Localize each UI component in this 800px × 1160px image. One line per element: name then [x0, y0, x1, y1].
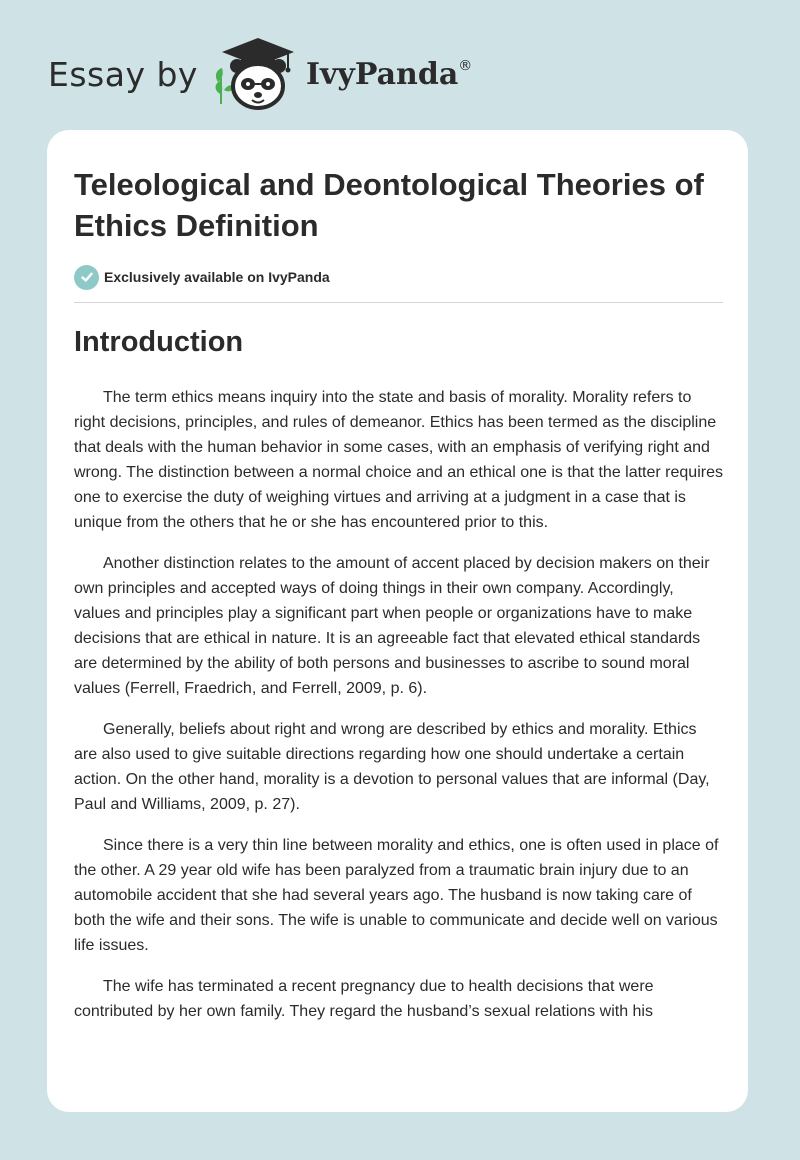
- divider: [74, 302, 723, 303]
- brand-name[interactable]: IvyPanda®: [305, 56, 473, 92]
- paragraph: Since there is a very thin line between morality and ethics, one is often used in place of the other. A 29 year old wife has been paralyzed from a traumatic brain injury due to an automobile accident that she had several years ago. The husband is now taking care of both the wife and their sons. The wife is unable to communicate and decide well on various life issues.: [74, 837, 719, 954]
- exclusive-badge: [74, 264, 330, 290]
- panda-logo-icon[interactable]: [208, 34, 304, 114]
- site-header: [48, 34, 548, 114]
- essay-body: [74, 385, 723, 1040]
- registered-mark: ®: [458, 57, 473, 74]
- essay-card: [47, 130, 748, 1112]
- paragraph: Generally, beliefs about right and wrong are described by ethics and morality. Ethics are also used to give suitable directions regarding how one should undertake a certain action. On the other hand, morality is a devotion to personal values that are informal (Day, Paul and Williams, 2009, p. 27).: [74, 721, 710, 813]
- check-circle-icon: [74, 265, 99, 290]
- essay-by-label: Essay by: [48, 54, 198, 94]
- page-title: Teleological and Deontological Theories of Ethics Definition: [74, 167, 704, 243]
- paragraph: The wife has terminated a recent pregnancy due to health decisions that were contributed by her own family. They regard the husband’s sexual relations with his: [74, 978, 654, 1020]
- paragraph: Another distinction relates to the amount of accent placed by decision makers on their own principles and accepted ways of doing things in their own company. Accordingly, values and principles play a significant part when people or organizations have to make decisions that are ethical in nature. It is an agreeable fact that elevated ethical standards are determined by the ability of both persons and businesses to ascribe to sound moral values (Ferrell, Fraedrich, and Ferrell, 2009, p. 6).: [74, 555, 710, 697]
- exclusive-badge-label: Exclusively available on IvyPanda: [104, 269, 330, 285]
- section-heading: Introduction: [74, 326, 244, 358]
- paragraph: The term ethics means inquiry into the state and basis of morality. Morality refers to right decisions, principles, and rules of demeanor. Ethics has been termed as the discipline that deals with the human behavior in some cases, with an emphasis of verifying right and wrong. The distinction between a normal choice and an ethical one is that the latter requires one to exercise the duty of weighing virtues and arriving at a judgment in a case that is unique from the others that he or she has encountered prior to this.: [74, 389, 723, 531]
